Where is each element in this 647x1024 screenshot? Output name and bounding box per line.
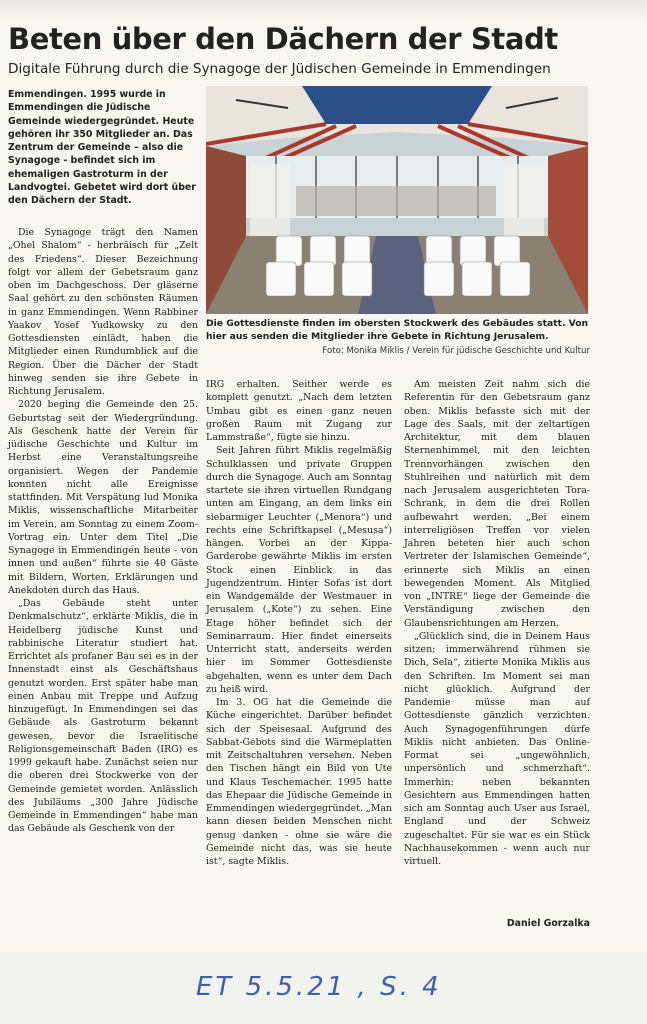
photo-credit: Foto: Monika Miklis / Verein für jüdische Geschichte und Kultur (322, 346, 590, 356)
article-column-1 (8, 226, 198, 836)
article-column-3 (404, 378, 590, 868)
paragraph: 2020 beging die Gemeinde den 25. Geburtstag seit der Wiedergründung. Als Geschenk hatte der Verein für jüdische Geschichte und Kultur im Herbst eine Veranstaltungsreihe organisiert. Wegen der Pandemie konnten nicht alle Ereignisse stattfinden. Mit Verspätung lud Monika Miklis, wissenschaftliche Mitarbeiter im Verein, am Sonntag zu einem Zoom-Vortrag ein. Unter dem Titel „Die Synagoge in Emmendingen heute - von innen und außen“ führte sie 40 Gäste mit Bildern, Worten, Erklärungen und Anekdoten durch das Haus. (8, 399, 198, 596)
paragraph: IRG erhalten. Seither werde es komplett genutzt. „Nach dem letzten Umbau gibt es einen ganz neuen großen Raum mit Zugang zur Lammstraße“, fügte sie hinzu. (206, 379, 392, 443)
paragraph: „Das Gebäude steht unter Denkmalschutz“, erklärte Miklis, die in Heidelberg jüdische Kunst und rabbinische Literatur studiert hat. Errichtet als profaner Bau sei es in der Innenstadt einst als Geschäftshaus genutzt worden. Erst später habe man einen Anbau mit Treppe und Aufzug hinzugefügt. In Emmendingen sei das Gebäude als Gastroturm bekannt gewesen, bevor die Israelitische Religionsgemeinschaft Baden (IRG) es 1999 gekauft habe. Zunächst seien nur die oberen drei Stockwerke von der Gemeinde gemietet worden. Anlässlich des Jubiläums „300 Jahre Jüdische Gemeinde in Emmendingen“ habe man das Gebäude als Geschenk von der (8, 598, 198, 835)
paragraph: Im 3. OG hat die Gemeinde die Küche eingerichtet. Darüber befindet sich der Speisesaal. Aufgrund des Sabbat-Gebots sind die Wärmeplatten mit Zeitschaltuhren versehen. Neben den Tischen hängt ein Bild von Ute und Klaus Teschemacher. 1995 hatte das Ehepaar die Jüdische Gemeinde in Emmendingen wiedergegründet. „Man kann diesen beiden Menschen nicht genug danken - ohne sie wäre die Gemeinde nicht das, was sie heute ist“, sagte Miklis. (206, 697, 392, 867)
article-lead: Emmendingen. 1995 wurde in Emmendingen die Jüdische Gemeinde wiedergegründet. Heute gehören ihr 350 Mitglieder an. Das Zentrum der Gemeinde – also die Synagoge - befindet sich im ehemaligen Gastroturm in der Landvogtei. Gebetet wird dort über den Dächern der Stadt. (8, 89, 196, 207)
paragraph: „Glücklich sind, die in Deinem Haus sitzen; immerwährend rühmen sie Dich, Sela“, zitierte Monika Miklis aus den Schriften. Im Moment sei man nicht glücklich. Aufgrund der Pandemie müsse man auf Gottesdienste gänzlich verzichten. Auch Synagogenführungen dürfe Miklis nicht anbieten. Das Online-Format sei „ungewöhnlich, unpersönlich und schmerzhaft“. Immerhin: neben bekannten Gesichtern aus Emmendingen hatten sich am Sonntag auch User aus Israel, England und der Schweiz zugeschaltet. Für sie war es ein Stück Nachhausekommen - wenn auch nur virtuell. (404, 630, 590, 867)
article-subheadline: Digitale Führung durch die Synagoge der Jüdischen Gemeinde in Emmendingen (8, 61, 551, 77)
article-column-2 (206, 378, 392, 868)
handwritten-source-note: ET 5.5.21 , S. 4 (196, 972, 442, 1002)
photo-illustration (206, 86, 588, 314)
article-headline: Beten über den Dächern der Stadt (8, 22, 558, 56)
paragraph: Seit Jahren führt Miklis regelmäßig Schulklassen und private Gruppen durch die Synagoge. Auch am Sonntag startete sie ihren virtuellen Rundgang unten am Eingang, an dem links ein siebarmiger Leuchter („Menora“) und rechts eine Schriftkapsel („Mesusa“) hängen. Vorbei an der Kippa-Garderobe gewährte Miklis im ersten Stock einen Einblick in das Jugendzentrum. Hinter Sofas ist dort ein Wandgemälde der Westmauer in Jerusalem („Kote“) zu sehen. Eine Etage höher befindet sich der Seminarraum. Hier findet einerseits Unterricht statt, anderseits werden hier im Sommer Gottesdienste abgehalten, wenn es unter dem Dach zu heiß wird. (206, 445, 392, 695)
paragraph: Die Synagoge trägt den Namen „Ohel Shalom“ - herbräisch für „Zelt des Friedens“. Dieser Bezeichnung folgt vor allem der Gebetsraum ganz oben im Dachgeschoss. Der gläserne Saal gehört zu den schönsten Räumen in ganz Emmendingen. Wenn Rabbiner Yaakov Yosef Yudkowsky zu den Gottesdiensten einlädt, haben die Mitglieder einen Rundumblick auf die Region. Über die Dächer der Stadt hinweg senden sie ihre Gebete in Richtung Jerusalem. (8, 227, 198, 397)
article-author: Daniel Gorzalka (506, 918, 590, 929)
paragraph: Am meisten Zeit nahm sich die Referentin für den Gebetsraum ganz oben. Miklis befasste sich mit der Lage des Saals, mit der zeltartigen Architektur, mit dem blauen Sternenhimmel, mit den leichten Trennvorhängen zwischen den Stuhlreihen und natürlich mit dem nach Jerusalem ausgerichteten Tora-Schrank, in dem die drei Rollen aufbewahrt werden. „Bei einem interreligiösen Treffen vor vielen Jahren beteten hier auch schon Vertreter der Islamischen Gemeinde“, erinnerte sich Miklis an einen bewegenden Moment. Als Mitglied von „INTRE“ liege der Gemeinde die Verständigung zwischen den Glaubensrichtungen am Herzen. (404, 379, 590, 629)
photo-caption: Die Gottesdienste finden im obersten Stockwerk des Gebäudes statt. Von hier aus senden die Mitglieder ihre Gebete in Richtung Jerusalem. (206, 318, 589, 342)
clipping-edge (0, 0, 647, 22)
synagogue-prayer-hall-photo (206, 86, 588, 314)
